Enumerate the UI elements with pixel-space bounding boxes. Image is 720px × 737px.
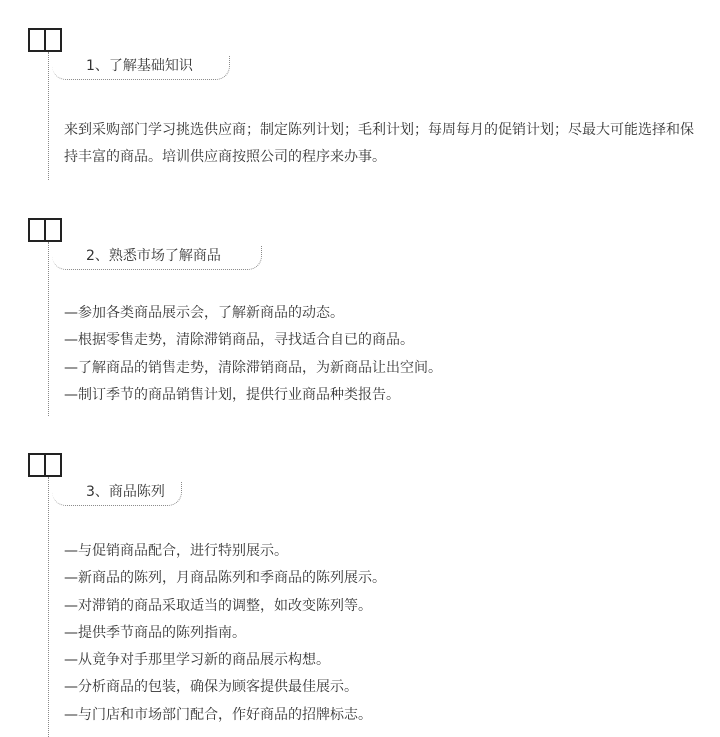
list-item: —提供季节商品的陈列指南。 — [64, 624, 246, 641]
bullet-list — [64, 300, 442, 409]
section-title: 2、熟悉市场了解商品 — [86, 248, 221, 264]
section-title-box — [52, 482, 182, 506]
list-item: —制订季节的商品销售计划，提供行业商品种类报告。 — [64, 386, 400, 403]
list-item: —对滞销的商品采取适当的调整，如改变陈列等。 — [64, 597, 372, 614]
section-title: 1、了解基础知识 — [86, 58, 193, 74]
bullet-list — [64, 538, 386, 729]
list-item: —从竟争对手那里学习新的商品展示构想。 — [64, 652, 330, 669]
section-title-box — [52, 246, 262, 270]
list-item: —分析商品的包装，确保为顾客提供最佳展示。 — [64, 679, 358, 696]
section-title-box — [52, 56, 230, 80]
book-icon — [28, 28, 62, 52]
section-divider-line — [48, 477, 49, 737]
section-divider-line — [48, 52, 49, 180]
list-item: —参加各类商品展示会，了解新商品的动态。 — [64, 305, 344, 321]
section-divider-line — [48, 242, 49, 416]
list-item: —了解商品的销售走势，清除滞销商品，为新商品让出空间。 — [64, 359, 442, 376]
section-paragraph: 来到采购部门学习挑选供应商；制定陈列计划；毛利计划；每周每月的促销计划；尽最大可能选择和保持丰富的商品。培训供应商按照公司的程序来办事。 — [64, 122, 694, 165]
book-icon — [28, 453, 62, 477]
list-item: —根据零售走势，清除滞销商品，寻找适合自已的商品。 — [64, 332, 414, 349]
list-item: —与门店和市场部门配合，作好商品的招牌标志。 — [64, 706, 372, 723]
list-item: —新商品的陈列，月商品陈列和季商品的陈列展示。 — [64, 570, 386, 587]
book-icon — [28, 218, 62, 242]
section-title: 3、商品陈列 — [86, 484, 165, 500]
list-item: —与促销商品配合，进行特别展示。 — [64, 543, 288, 559]
